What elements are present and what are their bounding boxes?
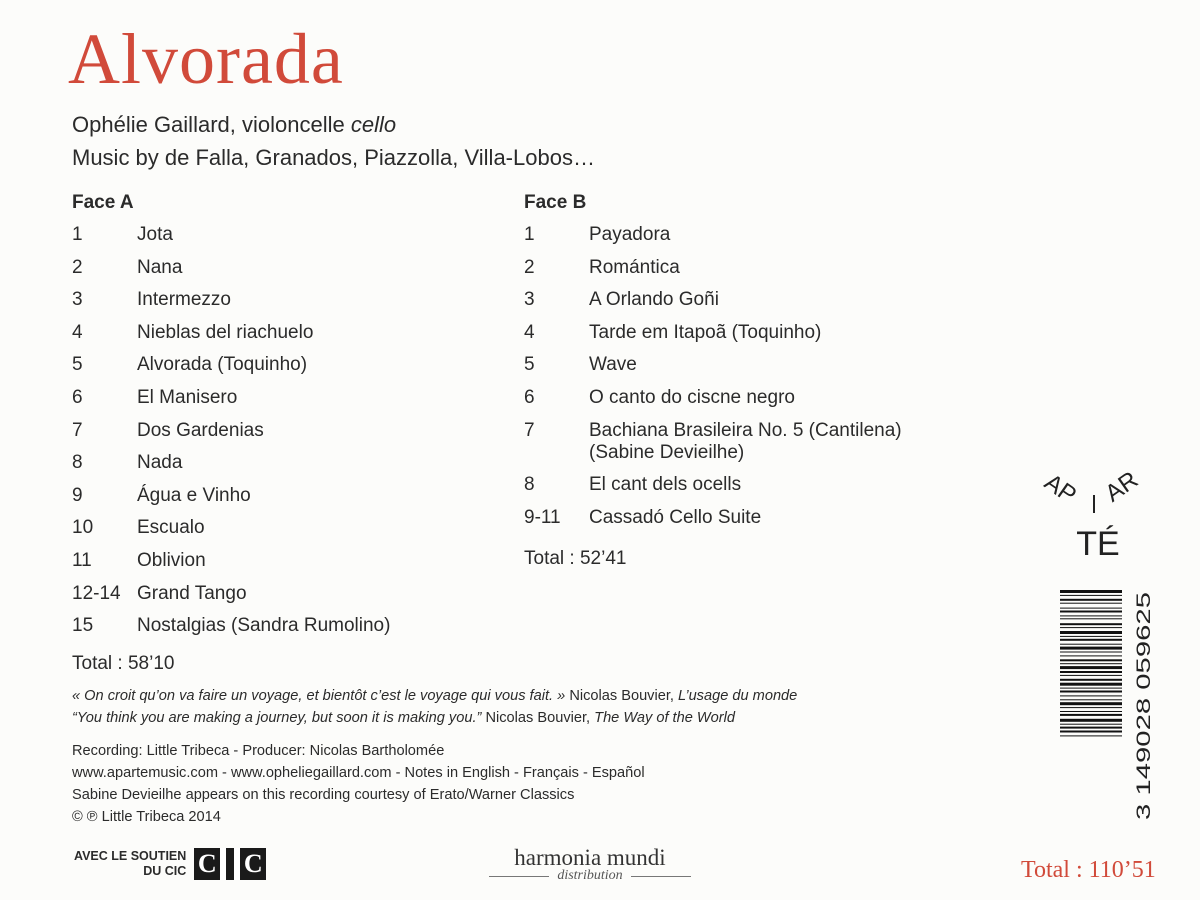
barcode-bar: [1060, 595, 1122, 596]
face-b-track-title-block: [589, 224, 949, 246]
face-b-track-number: 9-11: [524, 506, 561, 528]
face-b-track-row: [524, 420, 949, 464]
face-b-track-row: [524, 387, 949, 409]
barcode-bar: [1060, 636, 1122, 637]
quote-english-book: The Way of the World: [594, 710, 736, 726]
face-b-track-row: [524, 224, 949, 246]
distributor-logo: [470, 845, 710, 884]
barcode-bar: [1060, 652, 1122, 653]
face-b-track-number: 6: [524, 386, 535, 408]
face-a-track-title-block: [137, 257, 497, 279]
credits-recording: Recording: Little Tribeca - Producer: Nicolas Bartholomée: [72, 743, 445, 759]
face-a-track-number: 2: [72, 256, 83, 278]
face-a-track-number: 8: [72, 452, 83, 474]
face-a-track-title-block: [137, 583, 497, 605]
face-a-track-title: Oblivion: [137, 549, 206, 571]
face-a-track-number: 7: [72, 419, 83, 441]
face-a-track-title: Nana: [137, 256, 183, 278]
face-b-track-number: 5: [524, 354, 535, 376]
face-a-track-row: [72, 322, 497, 344]
barcode-bar: [1060, 711, 1122, 712]
barcode-bar: [1060, 724, 1122, 725]
barcode-bar: [1060, 627, 1122, 628]
face-b-track-row: [524, 354, 949, 376]
face-b-track-number: 1: [524, 224, 535, 245]
quote-french-book: L’usage du monde: [678, 688, 798, 704]
face-a-track-title-block: [137, 224, 497, 246]
quote-english-author: Nicolas Bouvier,: [485, 710, 591, 726]
face-b-track-title-block: [589, 474, 949, 496]
face-b-track-title-block: [589, 420, 949, 464]
credits-courtesy: Sabine Devieilhe appears on this recording courtesy of Erato/Warner Classics: [72, 787, 575, 803]
sponsor-text: [74, 849, 186, 879]
face-a-track-row: [72, 517, 497, 539]
barcode-bar: [1060, 659, 1122, 661]
face-a-track-row: [72, 615, 497, 637]
barcode-bar: [1060, 671, 1122, 673]
face-a-track-title: Escualo: [137, 517, 205, 539]
face-a-track-title: Nada: [137, 452, 183, 474]
face-a-track-number: 12-14: [72, 582, 121, 604]
barcode-bar: [1060, 611, 1122, 613]
barcode-bar: [1060, 663, 1122, 664]
barcode-bar: [1060, 731, 1122, 733]
barcode-bar: [1060, 699, 1122, 700]
face-a-track-number: 6: [72, 386, 83, 408]
face-b-track-title: O canto do ciscne negro: [589, 386, 795, 408]
face-a-track-row: [72, 224, 497, 246]
face-a-track-title-block: [137, 615, 497, 637]
quote-french: [72, 688, 797, 704]
cic-logo-left: C: [194, 848, 220, 880]
face-b-track-number: 3: [524, 289, 535, 311]
barcode-bar: [1060, 655, 1122, 656]
composers-line: Music by de Falla, Granados, Piazzolla, Villa-Lobos…: [72, 145, 595, 170]
face-a-track-title: Dos Gardenias: [137, 419, 264, 441]
face-b-heading: Face B: [524, 192, 587, 213]
barcode-bar: [1060, 688, 1122, 689]
face-a-track-title-block: [137, 420, 497, 442]
sponsor-line-2: DU CIC: [143, 864, 187, 878]
face-a-track-row: [72, 354, 497, 376]
face-a-track-title-block: [137, 322, 497, 344]
performer-name: Ophélie Gaillard, violoncelle: [72, 112, 345, 137]
face-b-track-title: A Orlando Goñi: [589, 289, 719, 311]
face-b-track-number: 7: [524, 419, 535, 441]
face-a-heading: Face A: [72, 192, 134, 213]
face-b-track-row: [524, 507, 949, 529]
barcode-bar: [1060, 639, 1122, 641]
aparte-logo-left: AP: [1039, 468, 1082, 510]
barcode-number-box: [1132, 588, 1156, 820]
distributor-name: harmonia mundi: [514, 845, 666, 870]
barcode-bar: [1060, 683, 1122, 686]
face-b-track-title: Tarde em Itapoã (Toquinho): [589, 321, 822, 343]
face-a-track-row: [72, 452, 497, 474]
face-a-track-title-block: [137, 485, 497, 507]
face-a-track-number: 9: [72, 484, 83, 506]
face-b-track-title-block: [589, 257, 949, 279]
face-b-track-row: [524, 289, 949, 311]
distributor-rule-right: [631, 876, 691, 877]
face-a-track-title-block: [137, 289, 497, 311]
barcode-bar: [1060, 590, 1122, 593]
face-a-track-title: Grand Tango: [137, 582, 247, 604]
barcode-bar: [1060, 679, 1122, 681]
face-a-track-title-block: [137, 387, 497, 409]
barcode-bar: [1060, 623, 1122, 625]
barcode-bar: [1060, 719, 1122, 722]
face-a-track-row: [72, 485, 497, 507]
album-title: Alvorada: [68, 19, 344, 99]
barcode-bar: [1060, 603, 1122, 604]
face-a-track-title: El Manisero: [137, 386, 238, 408]
barcode-bar: [1060, 695, 1122, 696]
face-a-track-row: [72, 550, 497, 572]
barcode-bar: [1060, 675, 1122, 676]
face-b-track-row: [524, 474, 949, 496]
quote-french-author: Nicolas Bouvier,: [569, 688, 674, 704]
barcode-bar: [1060, 727, 1122, 729]
aparte-logo-icon: [1030, 455, 1160, 565]
quote-english: [72, 710, 735, 726]
face-a-track-title: Jota: [137, 224, 173, 245]
face-b-track-title: Romántica: [589, 256, 680, 278]
barcode-bar: [1060, 631, 1122, 634]
distributor-sub-row: [470, 868, 710, 884]
barcode-bar: [1060, 714, 1122, 716]
face-b-track-number: 4: [524, 321, 535, 343]
face-b-track-title-line2: (Sabine Devieilhe): [589, 441, 745, 463]
face-a-track-title: Intermezzo: [137, 289, 231, 311]
face-a-track-row: [72, 289, 497, 311]
face-b-track-row: [524, 257, 949, 279]
performer-line: [72, 112, 396, 138]
face-a-track-title: Água e Vinho: [137, 484, 251, 506]
face-a-track-title: Nostalgias (Sandra Rumolino): [137, 615, 391, 637]
barcode-icon: [1060, 590, 1126, 800]
face-a-track-title: Alvorada (Toquinho): [137, 354, 308, 376]
face-a-track-title-block: [137, 354, 497, 376]
face-b-total: Total : 52’41: [524, 548, 627, 569]
barcode-bar: [1060, 691, 1122, 693]
face-b-track-title-block: [589, 322, 949, 344]
face-a-track-number: 15: [72, 615, 94, 637]
face-b-track-title-block: [589, 354, 949, 376]
face-a-track-row: [72, 420, 497, 442]
face-a-track-title-block: [137, 550, 497, 572]
face-a-track-row: [72, 387, 497, 409]
face-a-track-row: [72, 257, 497, 279]
face-a-track-title: Nieblas del riachuelo: [137, 321, 314, 343]
quote-french-text: « On croit qu’on va faire un voyage, et bientôt c’est le voyage qui vous fait. »: [72, 688, 566, 704]
face-a-track-title-block: [137, 452, 497, 474]
face-b-track-row: [524, 322, 949, 344]
barcode-bar: [1060, 644, 1122, 645]
credits-websites: www.apartemusic.com - www.opheliegaillard.com - Notes in English - Français - Español: [72, 765, 645, 781]
face-a-track-number: 4: [72, 321, 83, 343]
face-b-track-title: Bachiana Brasileira No. 5 (Cantilena): [589, 419, 902, 441]
face-b-tracklist: [524, 224, 949, 539]
distributor-rule-left: [489, 876, 549, 877]
barcode-bar: [1060, 735, 1122, 736]
barcode-bar: [1060, 666, 1122, 669]
face-a-track-number: 1: [72, 224, 83, 245]
face-a-track-row: [72, 583, 497, 605]
face-a-track-number: 11: [72, 549, 92, 571]
sponsor-line-1: AVEC LE SOUTIEN: [74, 849, 187, 863]
aparte-logo-right: AR: [1100, 466, 1144, 508]
sponsor-block: [74, 848, 266, 880]
face-a-track-title-block: [137, 517, 497, 539]
performer-instrument-en: cello: [350, 112, 397, 137]
credits-copyright: © ℗ Little Tribeca 2014: [72, 809, 221, 825]
quote-english-text: “You think you are making a journey, but soon it is making you.”: [72, 710, 482, 726]
barcode-bar: [1060, 608, 1122, 609]
barcode-bar: [1060, 599, 1122, 601]
aparte-logo-bottom: TÉ: [1076, 525, 1120, 563]
face-b-track-title: Cassadó Cello Suite: [589, 506, 762, 528]
face-b-track-title: Wave: [589, 354, 637, 376]
barcode-bar: [1060, 647, 1122, 650]
credits-block: [72, 740, 645, 828]
distributor-sub: distribution: [557, 868, 623, 883]
face-a-total: Total : 58’10: [72, 653, 175, 674]
face-a-tracklist: [72, 224, 497, 648]
face-b-track-number: 2: [524, 256, 535, 278]
grand-total: Total : 110’51: [1021, 857, 1156, 883]
cic-logo: [194, 848, 266, 880]
face-a-track-number: 5: [72, 354, 83, 376]
barcode-bar: [1060, 615, 1122, 616]
barcode-bar: [1060, 707, 1122, 708]
face-b-track-title-block: [589, 507, 949, 529]
face-b-track-title-block: [589, 289, 949, 311]
cic-logo-bar: [226, 848, 234, 880]
cic-logo-right: C: [240, 848, 266, 880]
barcode-bar: [1060, 618, 1122, 619]
barcode-number: 3 149028 059625: [1134, 672, 1155, 820]
face-a-track-number: 3: [72, 289, 83, 311]
face-b-track-number: 8: [524, 474, 535, 496]
face-b-track-title-block: [589, 387, 949, 409]
face-b-track-title: Payadora: [589, 224, 671, 245]
face-b-track-title: El cant dels ocells: [589, 474, 742, 496]
barcode-bar: [1060, 702, 1122, 705]
face-a-track-number: 10: [72, 517, 94, 539]
